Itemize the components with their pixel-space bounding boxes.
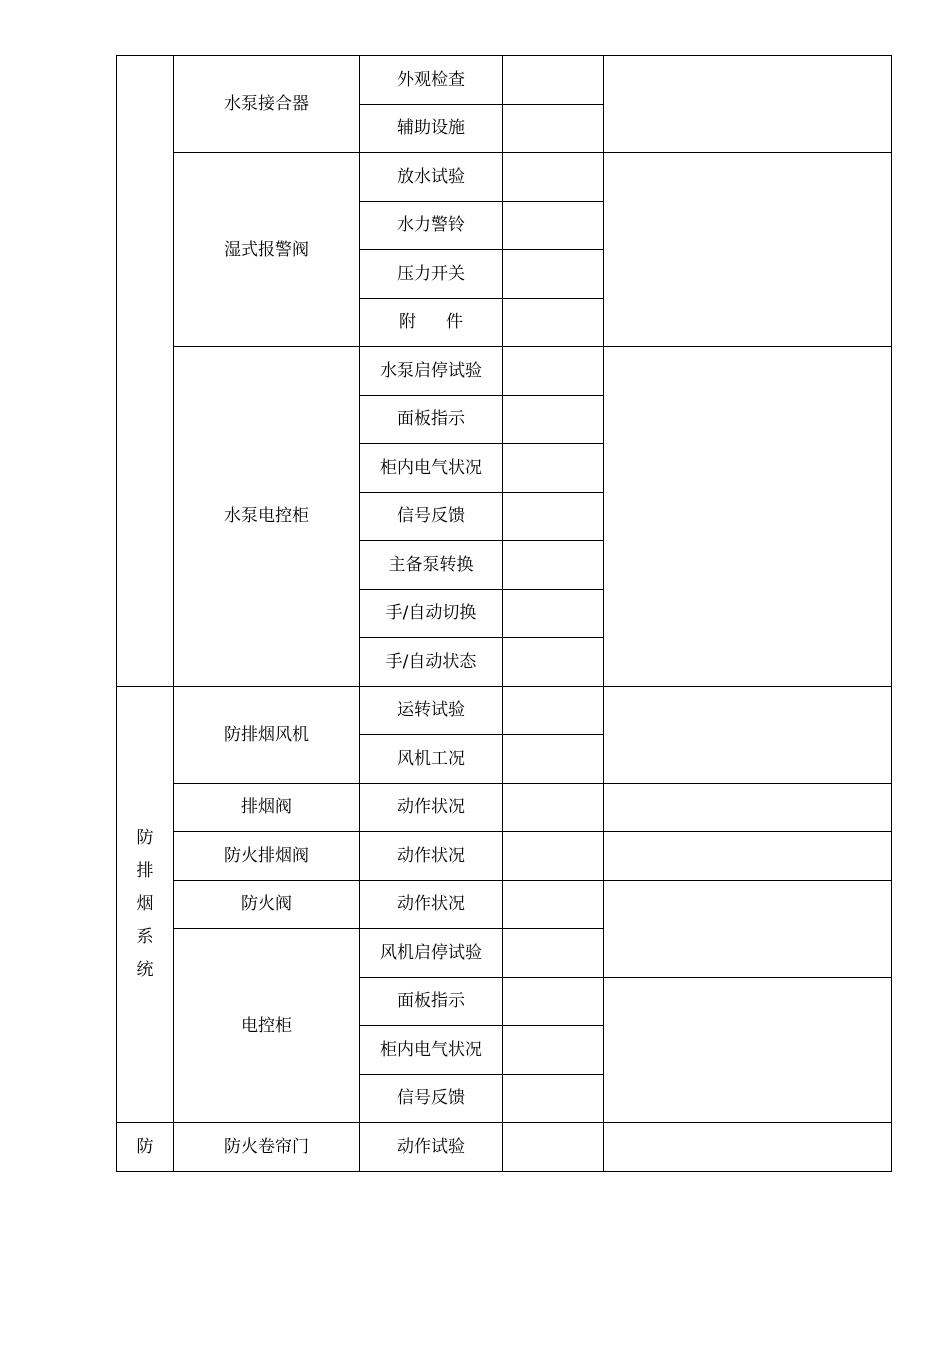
item-cell: 风机启停试验 (360, 929, 503, 978)
result-cell[interactable] (503, 783, 604, 832)
item-cell: 动作状况 (360, 880, 503, 929)
result-cell[interactable] (503, 347, 604, 396)
item-cell: 水泵启停试验 (360, 347, 503, 396)
equipment-cell: 湿式报警阀 (174, 153, 360, 347)
table-row (117, 832, 892, 881)
note-cell[interactable] (604, 1123, 892, 1172)
result-cell[interactable] (503, 1026, 604, 1075)
table-row (117, 347, 892, 396)
item-cell: 柜内电气状况 (360, 444, 503, 493)
table-row (117, 686, 892, 735)
system-cell: 防 (117, 1123, 174, 1172)
result-cell[interactable] (503, 735, 604, 784)
result-cell[interactable] (503, 298, 604, 347)
result-cell[interactable] (503, 56, 604, 105)
note-cell[interactable] (604, 153, 892, 347)
item-cell: 信号反馈 (360, 492, 503, 541)
result-cell[interactable] (503, 395, 604, 444)
item-cell: 压力开关 (360, 250, 503, 299)
equipment-cell: 防火排烟阀 (174, 832, 360, 881)
item-cell: 运转试验 (360, 686, 503, 735)
result-cell[interactable] (503, 880, 604, 929)
system-cell (117, 686, 174, 1123)
system-char: 防 (136, 827, 154, 848)
note-cell[interactable] (604, 783, 892, 832)
item-cell: 动作状况 (360, 832, 503, 881)
system-char: 系 (136, 926, 154, 947)
result-cell[interactable] (503, 686, 604, 735)
equipment-cell: 水泵电控柜 (174, 347, 360, 687)
table-row (117, 1123, 892, 1172)
item-cell: 水力警铃 (360, 201, 503, 250)
item-cell: 面板指示 (360, 395, 503, 444)
note-cell[interactable] (604, 880, 892, 977)
table-row (117, 783, 892, 832)
item-cell: 手/自动切换 (360, 589, 503, 638)
result-cell[interactable] (503, 250, 604, 299)
equipment-cell: 排烟阀 (174, 783, 360, 832)
result-cell[interactable] (503, 1074, 604, 1123)
item-cell: 柜内电气状况 (360, 1026, 503, 1075)
result-cell[interactable] (503, 977, 604, 1026)
item-cell: 放水试验 (360, 153, 503, 202)
result-cell[interactable] (503, 444, 604, 493)
item-cell: 风机工况 (360, 735, 503, 784)
item-cell: 面板指示 (360, 977, 503, 1026)
inspection-table (116, 55, 892, 1172)
result-cell[interactable] (503, 153, 604, 202)
note-cell[interactable] (604, 977, 892, 1123)
item-cell: 辅助设施 (360, 104, 503, 153)
system-char: 排 (136, 860, 154, 881)
system-char: 统 (136, 959, 154, 980)
item-cell (360, 298, 503, 347)
table-row (117, 153, 892, 202)
result-cell[interactable] (503, 1123, 604, 1172)
result-cell[interactable] (503, 929, 604, 978)
item-cell: 主备泵转换 (360, 541, 503, 590)
equipment-cell: 电控柜 (174, 929, 360, 1123)
system-char: 烟 (136, 893, 154, 914)
result-cell[interactable] (503, 104, 604, 153)
result-cell[interactable] (503, 589, 604, 638)
result-cell[interactable] (503, 492, 604, 541)
table-row (117, 880, 892, 929)
table-row (117, 56, 892, 105)
result-cell[interactable] (503, 638, 604, 687)
equipment-cell: 防排烟风机 (174, 686, 360, 783)
item-cell: 动作试验 (360, 1123, 503, 1172)
result-cell[interactable] (503, 541, 604, 590)
equipment-cell: 防火阀 (174, 880, 360, 929)
note-cell[interactable] (604, 832, 892, 881)
note-cell[interactable] (604, 56, 892, 153)
result-cell[interactable] (503, 201, 604, 250)
equipment-cell: 水泵接合器 (174, 56, 360, 153)
item-cell: 手/自动状态 (360, 638, 503, 687)
result-cell[interactable] (503, 832, 604, 881)
note-cell[interactable] (604, 686, 892, 783)
item-cell: 信号反馈 (360, 1074, 503, 1123)
equipment-cell: 防火卷帘门 (174, 1123, 360, 1172)
note-cell[interactable] (604, 347, 892, 687)
item-text: 附件 (399, 312, 493, 333)
item-cell: 动作状况 (360, 783, 503, 832)
item-cell: 外观检查 (360, 56, 503, 105)
system-cell (117, 56, 174, 687)
